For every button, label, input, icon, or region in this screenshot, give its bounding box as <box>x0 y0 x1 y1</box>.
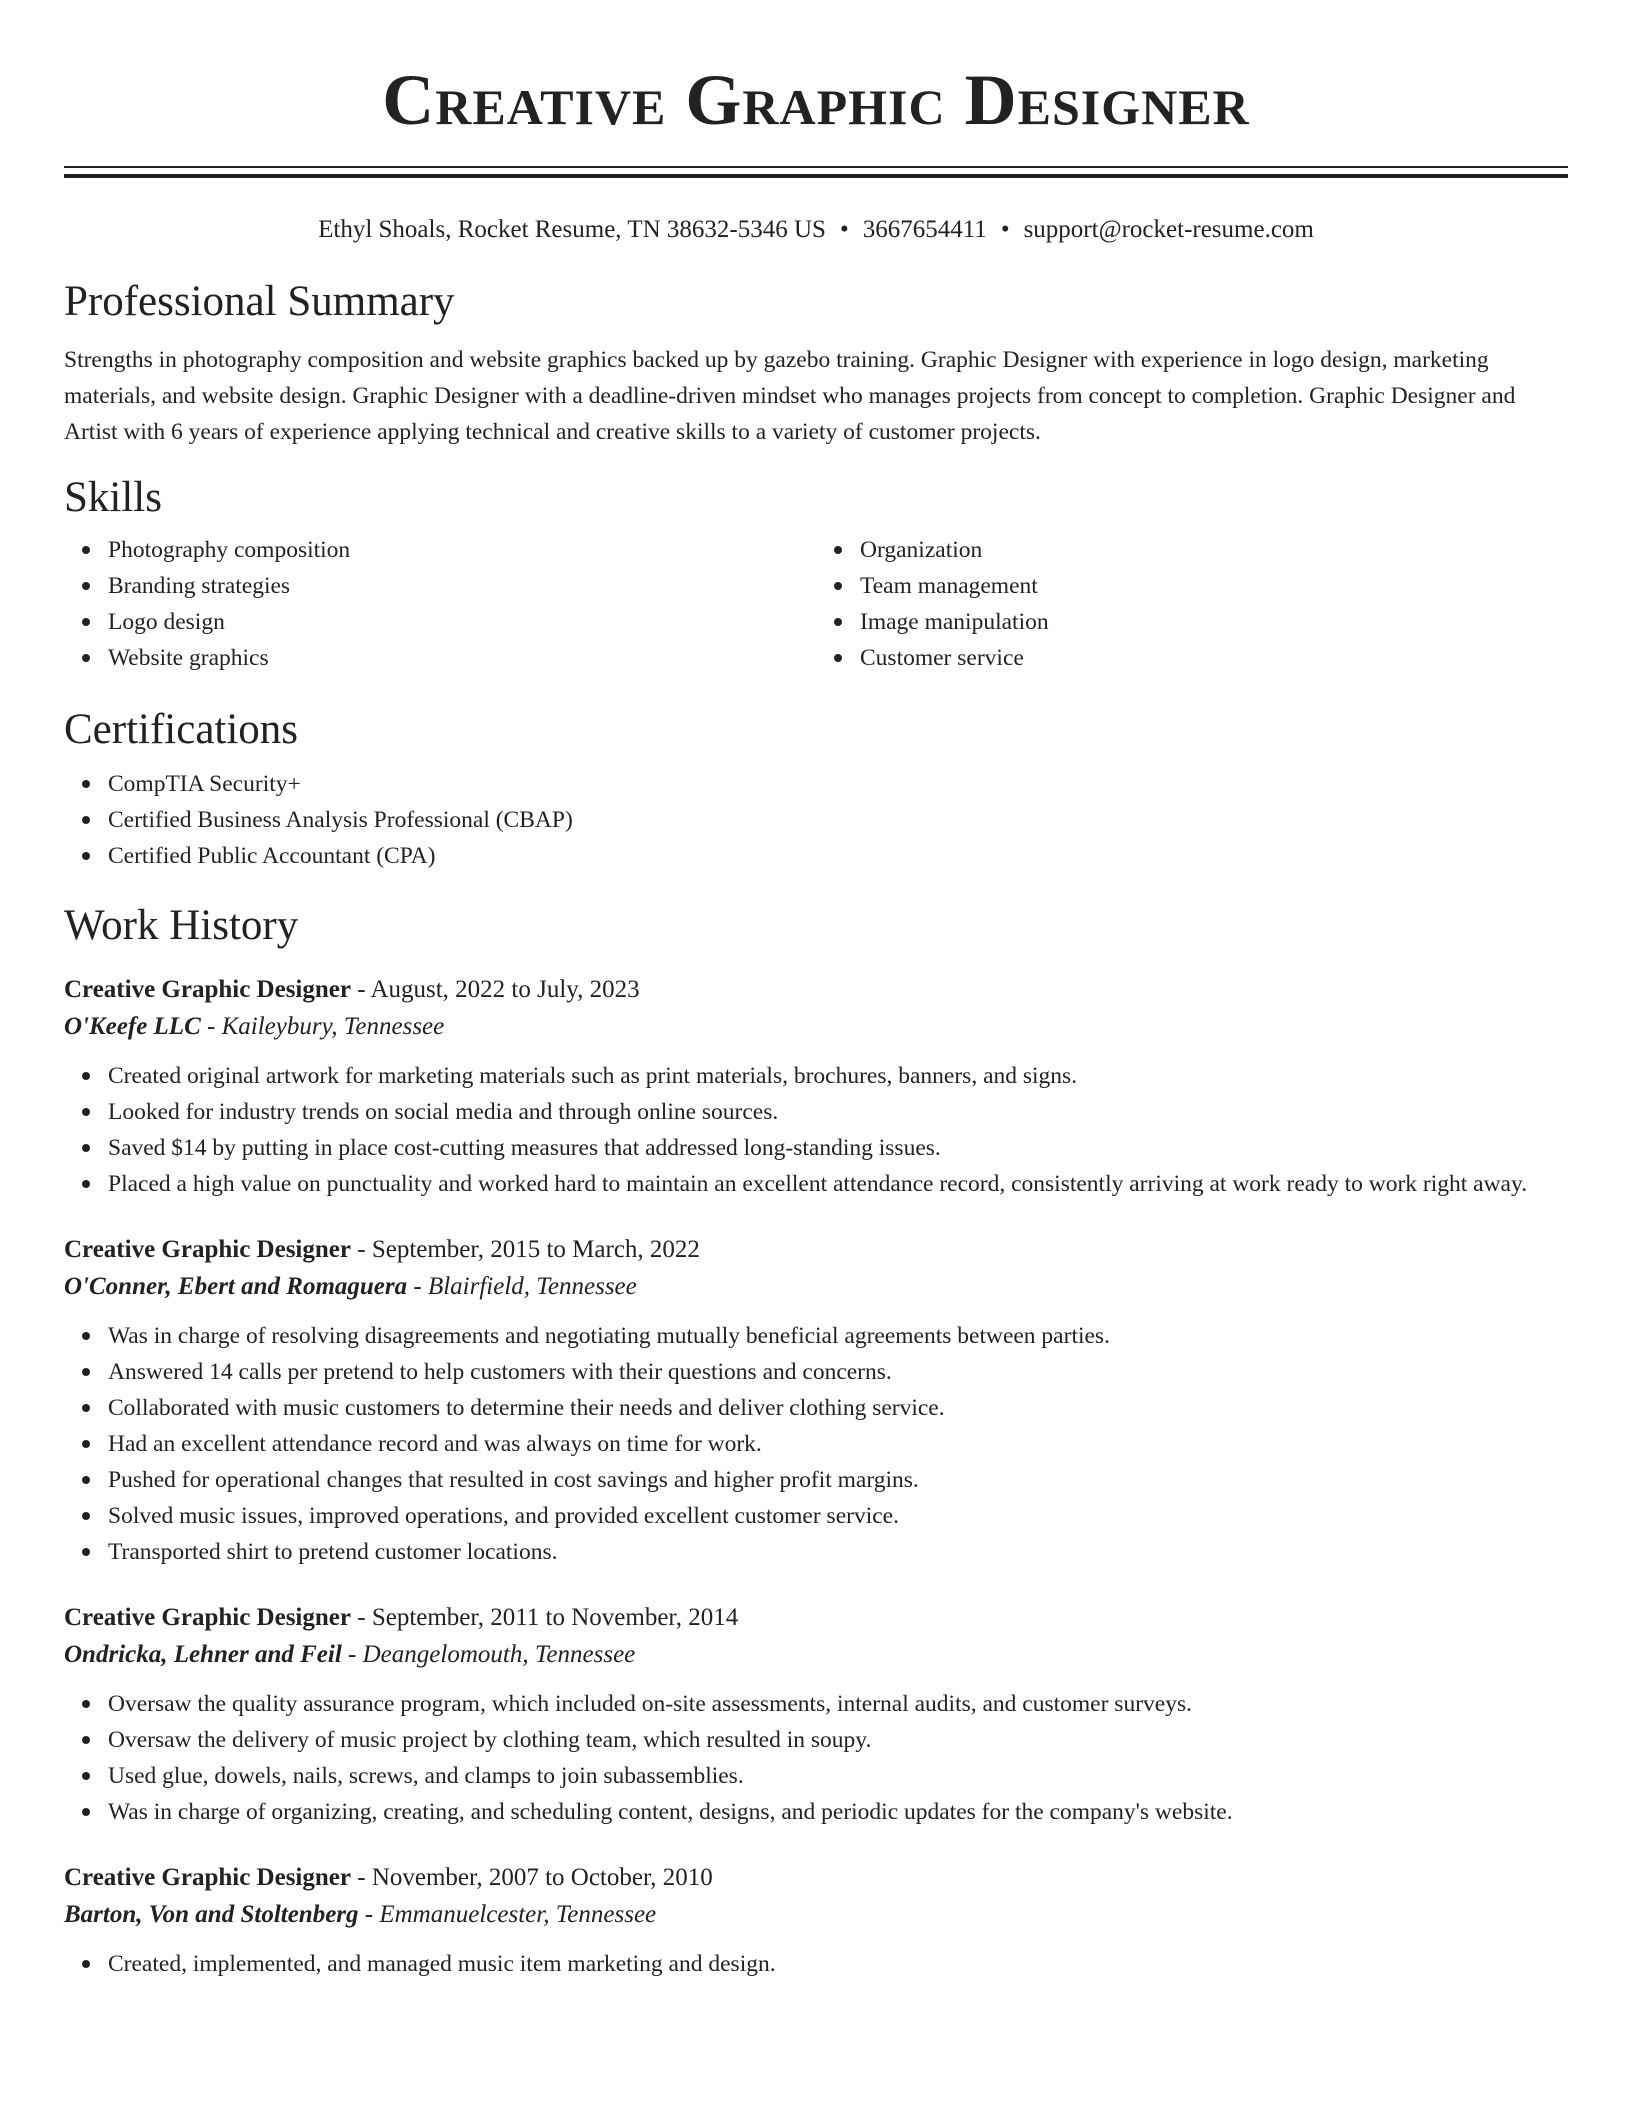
certification-item: Certified Business Analysis Professional (CBAP) <box>108 802 1568 838</box>
job-bullets <box>64 1686 1568 1830</box>
contact-email: support@rocket-resume.com <box>1023 216 1314 243</box>
job-location: Deangelomouth, Tennessee <box>362 1641 636 1668</box>
job-bullet: Solved music issues, improved operations, and provided excellent customer service. <box>108 1498 1568 1534</box>
job-company: O'Conner, Ebert and Romaguera <box>64 1273 408 1300</box>
job-dash: - <box>350 1604 372 1631</box>
job-bullet: Looked for industry trends on social media and through online sources. <box>108 1094 1568 1130</box>
skill-item: Logo design <box>108 604 816 640</box>
job-bullet: Oversaw the delivery of music project by clothing team, which resulted in soupy. <box>108 1722 1568 1758</box>
certifications-list <box>64 766 1568 874</box>
job-bullet: Collaborated with music customers to determine their needs and deliver clothing service. <box>108 1390 1568 1426</box>
job-dash: - <box>350 1236 372 1263</box>
job-location: Kaileybury, Tennessee <box>221 1013 445 1040</box>
job-entry <box>64 1232 1568 1570</box>
job-dash: - <box>358 1901 380 1928</box>
contact-address: Ethyl Shoals, Rocket Resume, TN 38632-5346 US <box>318 216 826 243</box>
contact-separator: • <box>1000 216 1010 243</box>
job-bullet: Oversaw the quality assurance program, which included on-site assessments, internal audits, and customer surveys. <box>108 1686 1568 1722</box>
skill-item: Branding strategies <box>108 568 816 604</box>
job-company-line <box>64 1636 1568 1674</box>
job-bullet: Transported shirt to pretend customer locations. <box>108 1534 1568 1570</box>
job-role: Creative Graphic Designer <box>64 1236 351 1263</box>
skill-item: Organization <box>860 532 1568 568</box>
skills-list-left <box>64 532 816 676</box>
job-dash: - <box>341 1641 363 1668</box>
job-bullet: Saved $14 by putting in place cost-cutting measures that addressed long-standing issues. <box>108 1130 1568 1166</box>
skills-list-right <box>816 532 1568 676</box>
job-company: O'Keefe LLC <box>64 1013 201 1040</box>
job-dates: September, 2011 to November, 2014 <box>371 1604 739 1631</box>
skill-item: Team management <box>860 568 1568 604</box>
summary-heading: Professional Summary <box>64 278 455 325</box>
job-company: Barton, Von and Stoltenberg <box>64 1901 359 1928</box>
job-bullet: Was in charge of organizing, creating, and scheduling content, designs, and periodic updates for the company's website. <box>108 1794 1568 1830</box>
job-bullet: Used glue, dowels, nails, screws, and clamps to join subassemblies. <box>108 1758 1568 1794</box>
job-dates: August, 2022 to July, 2023 <box>370 976 640 1003</box>
job-role: Creative Graphic Designer <box>64 1604 351 1631</box>
job-header <box>64 1860 1568 1896</box>
job-company-line <box>64 1268 1568 1306</box>
summary-text: Strengths in photography composition and website graphics backed up by gazebo training. Graphic Designer with experience in logo design, marketing materials, and website design. Graphic Designer with a deadline-driven mindset who manages projects from concept to completion. Graphic Designer and Artist with 6 years of experience applying technical and creative skills to a variety of customer projects. <box>64 347 1516 445</box>
job-header <box>64 972 1568 1008</box>
title-divider-thick <box>64 174 1568 178</box>
job-entry <box>64 972 1568 1202</box>
skill-item: Customer service <box>860 640 1568 676</box>
job-header <box>64 1232 1568 1268</box>
certifications-heading: Certifications <box>64 706 299 753</box>
summary-section <box>64 276 1568 450</box>
job-bullets <box>64 1318 1568 1570</box>
job-dash: - <box>407 1273 428 1300</box>
contact-line <box>64 214 1568 246</box>
job-location: Emmanuelcester, Tennessee <box>379 1901 657 1928</box>
job-company: Ondricka, Lehner and Feil <box>64 1641 342 1668</box>
job-company-line <box>64 1896 1568 1934</box>
job-dates: November, 2007 to October, 2010 <box>371 1864 713 1891</box>
job-bullet: Answered 14 calls per pretend to help customers with their questions and concerns. <box>108 1354 1568 1390</box>
job-location: Blairfield, Tennessee <box>427 1273 637 1300</box>
certification-item: Certified Public Accountant (CPA) <box>108 838 1568 874</box>
job-dash: - <box>200 1013 222 1040</box>
skills-section <box>64 472 1568 676</box>
job-role: Creative Graphic Designer <box>64 976 351 1003</box>
job-bullets <box>64 1058 1568 1202</box>
job-dash: - <box>350 1864 372 1891</box>
job-entry <box>64 1600 1568 1830</box>
skills-grid <box>64 532 1568 676</box>
work-history-heading: Work History <box>64 902 299 949</box>
job-bullets <box>64 1946 1568 1982</box>
job-bullet: Had an excellent attendance record and was always on time for work. <box>108 1426 1568 1462</box>
job-bullet: Pushed for operational changes that resulted in cost savings and higher profit margins. <box>108 1462 1568 1498</box>
job-dates: September, 2015 to March, 2022 <box>371 1236 700 1263</box>
job-bullet: Created original artwork for marketing materials such as print materials, brochures, banners, and signs. <box>108 1058 1568 1094</box>
job-bullet: Was in charge of resolving disagreements and negotiating mutually beneficial agreements between parties. <box>108 1318 1568 1354</box>
job-bullet: Placed a high value on punctuality and worked hard to maintain an excellent attendance record, consistently arriving at work ready to work right away. <box>108 1166 1568 1202</box>
job-entry <box>64 1860 1568 1982</box>
contact-separator: • <box>839 216 849 243</box>
skill-item: Photography composition <box>108 532 816 568</box>
title-divider-thin <box>64 166 1568 168</box>
certifications-section <box>64 704 1568 874</box>
work-history-section <box>64 900 1568 1982</box>
job-dash: - <box>350 976 371 1003</box>
skills-heading: Skills <box>64 474 162 521</box>
resume-title: Creative Graphic Designer <box>382 60 1250 140</box>
job-bullet: Created, implemented, and managed music item marketing and design. <box>108 1946 1568 1982</box>
certification-item: CompTIA Security+ <box>108 766 1568 802</box>
job-header <box>64 1600 1568 1636</box>
contact-phone: 3667654411 <box>862 216 987 243</box>
job-company-line <box>64 1008 1568 1046</box>
skill-item: Image manipulation <box>860 604 1568 640</box>
skill-item: Website graphics <box>108 640 816 676</box>
job-role: Creative Graphic Designer <box>64 1864 351 1891</box>
